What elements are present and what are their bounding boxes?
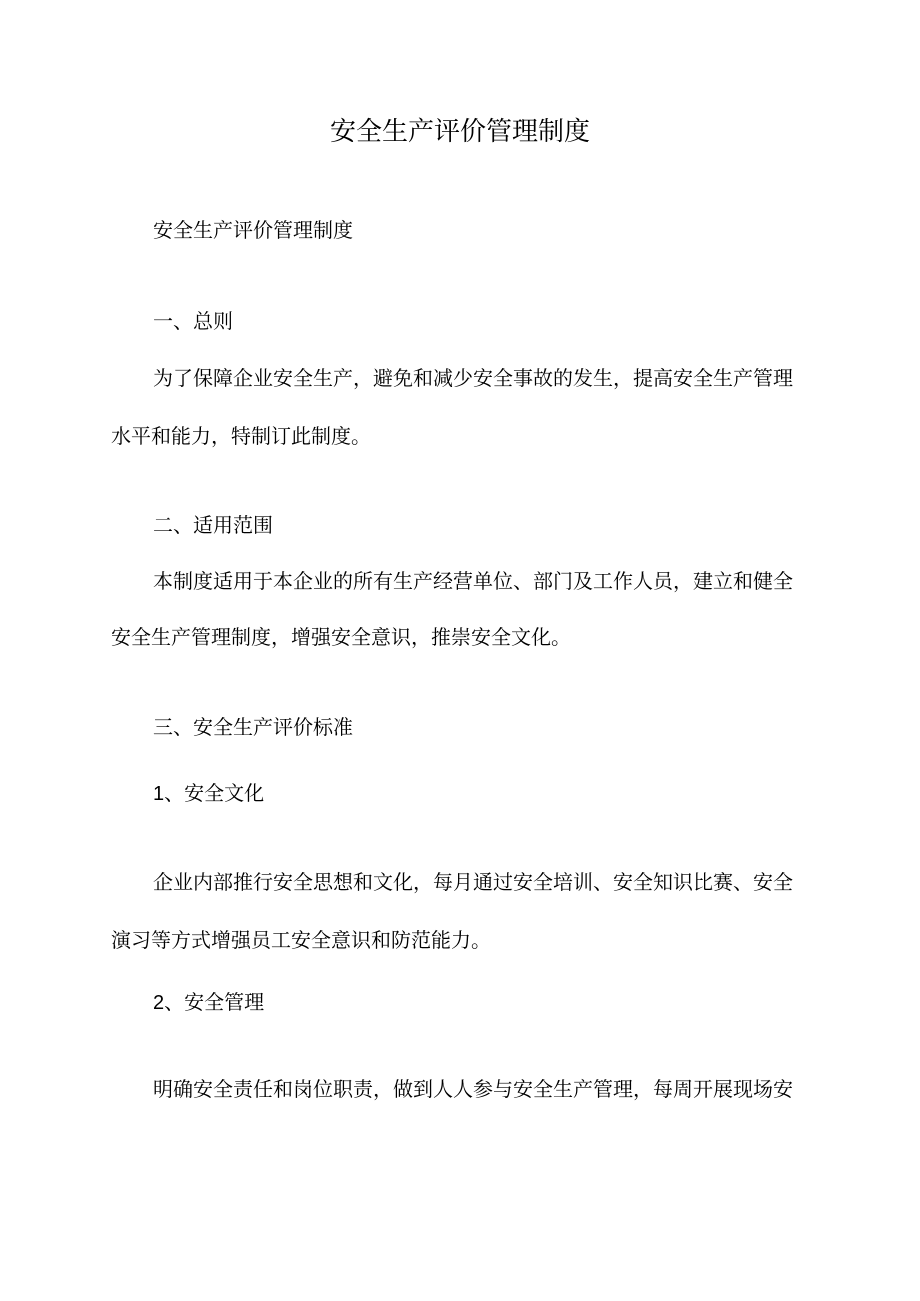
paragraph-line: 水平和能力，特制订此制度。 [111,424,371,448]
document-title: 安全生产评价管理制度 [329,117,590,147]
paragraph-line: 企业内部推行安全思想和文化，每月通过安全培训、安全知识比赛、安全 [153,870,793,894]
section-heading-scope: 二、适用范围 [153,513,273,537]
subsection-heading-text: 、安全管理 [164,990,265,1014]
section-heading-general: 一、总则 [153,309,233,333]
paragraph-line: 本制度适用于本企业的所有生产经营单位、部门及工作人员，建立和健全 [153,569,793,593]
paragraph-line: 安全生产管理制度，增强安全意识，推崇安全文化。 [111,625,571,649]
subsection-number: 1 [153,783,165,805]
paragraph-line: 演习等方式增强员工安全意识和防范能力。 [111,928,491,952]
paragraph-line: 为了保障企业安全生产，避免和减少安全事故的发生，提高安全生产管理 [153,366,793,390]
subsection-heading-safety-management [153,990,264,1015]
subsection-heading-safety-culture [153,781,264,806]
section-heading-standards: 三、安全生产评价标准 [153,715,353,739]
subsection-heading-text: 、安全文化 [164,781,265,805]
document-subtitle: 安全生产评价管理制度 [153,218,353,242]
subsection-number: 2 [153,992,165,1014]
paragraph-line: 明确安全责任和岗位职责，做到人人参与安全生产管理，每周开展现场安 [153,1077,793,1101]
